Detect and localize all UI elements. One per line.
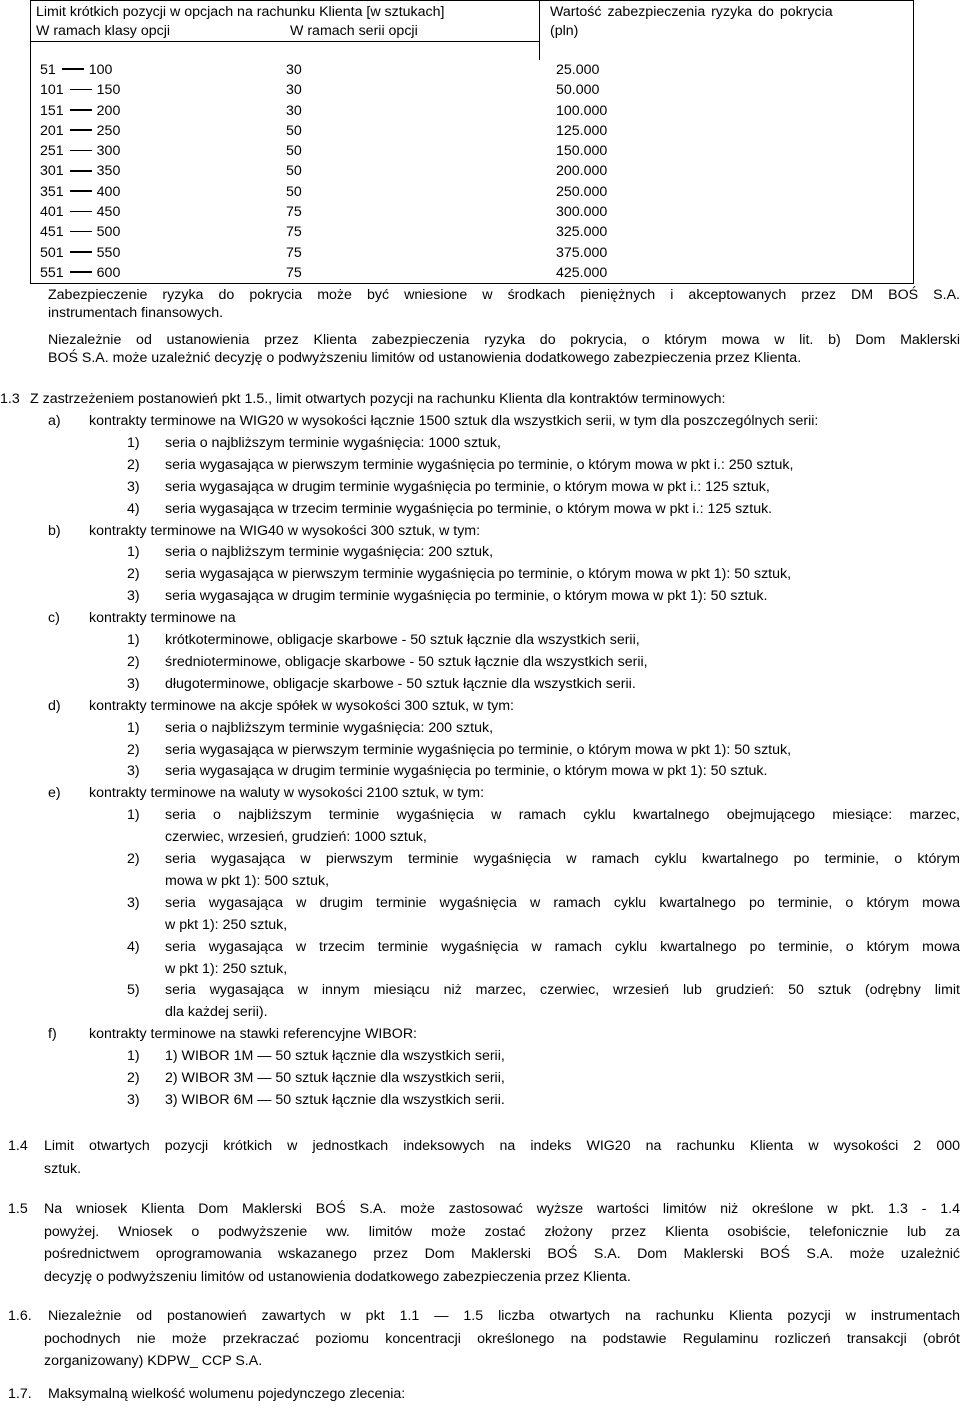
collateral-value-cell: 25.000: [556, 62, 600, 78]
paragraph-line: pochodnych nie może przekraczać poziomu koncentracji określonego na podstawie Regulaminu rozliczeń transakcji (obrót: [44, 1330, 960, 1347]
section-number: 1.6.: [8, 1308, 32, 1324]
sub-list-item: [0, 894, 960, 912]
series-limit-cell: 50: [286, 143, 302, 160]
sub-list-item: [0, 981, 960, 999]
sub-list-item-text: średnioterminowe, obligacje skarbowe - 50 sztuk łącznie dla wszystkich serii,: [165, 653, 648, 670]
table-row: [30, 182, 914, 202]
table-row: [30, 141, 914, 161]
sub-list-item-text: seria wygasająca w pierwszym terminie wygaśnięcia po terminie, o którym mowa w pkt 1): 50 sztuk,: [165, 566, 792, 583]
range-from: 401: [40, 204, 64, 221]
section-1-5-text: [44, 1200, 960, 1290]
sub-list-item-text: seria o najbliższym terminie wygaśnięcia: 200 sztuk,: [165, 544, 494, 561]
paragraph-line: Niezależnie od postanowień zawartych w pkt 1.1 — 1.5 liczba otwartych na rachunku Klienta pozycji w instrumentach: [48, 1308, 960, 1324]
range-from: 51: [40, 62, 56, 78]
sub-list-item: [0, 478, 960, 496]
sub-list-item: [0, 872, 960, 890]
limits-table: [30, 0, 914, 283]
paragraph-line: pośrednictwem oprogramowania wskazanego przez Dom Maklerski BOŚ S.A. Dom Maklerski BOŚ S.A. może uzależnić: [44, 1246, 960, 1262]
range-from: 251: [40, 143, 64, 160]
section-number: 1.4: [8, 1138, 28, 1154]
list-item-label: e): [48, 785, 61, 802]
sub-list-item-text: dla każdej serii).: [165, 1004, 268, 1021]
sub-list-item: [0, 1091, 960, 1109]
collateral-value-cell: 100.000: [556, 102, 608, 119]
section-number: 1.3: [0, 391, 20, 407]
sub-list-item-label: 1): [127, 632, 140, 648]
sub-list-item: [0, 587, 960, 605]
class-range-cell: [40, 203, 120, 221]
sub-list-item-label: 3): [127, 675, 140, 692]
range-to: 200: [96, 102, 121, 119]
class-range-cell: [40, 223, 120, 241]
sub-list-item-text: seria wygasająca w pierwszym terminie wygaśnięcia w ramach cyklu kwartalnego po terminie, o którym: [165, 851, 960, 867]
range-dash: [70, 170, 92, 172]
range-to: 350: [96, 163, 121, 180]
section-1-7-text: Maksymalną wielkość wolumenu pojedynczego zlecenia:: [48, 1386, 406, 1402]
series-limit-cell: 30: [286, 82, 302, 99]
class-range-cell: [40, 264, 120, 282]
list-item-label: d): [48, 697, 61, 714]
sub-list-item: [0, 631, 960, 649]
sub-list-item: [0, 565, 960, 583]
series-limit-cell: 50: [286, 183, 302, 200]
sub-list-item-text: seria wygasająca w trzecim terminie wygaśnięcia po terminie, o którym mowa w pkt i.: 125 sztuk.: [165, 500, 773, 517]
table-header-limit-title: Limit krótkich pozycji w opcjach na rachunku Klienta [w sztukach]: [36, 4, 445, 20]
series-limit-cell: 75: [286, 204, 302, 221]
range-dash: [70, 150, 92, 152]
sub-list-item-label: 4): [127, 500, 140, 517]
paragraph-line: Na wniosek Klienta Dom Maklerski BOŚ S.A. może zastosować wyższe wartości limitów niż określone w pkt. 1.3 - 1.4: [44, 1201, 960, 1217]
series-limit-cell: 30: [286, 62, 302, 78]
sub-list-item: [0, 960, 960, 978]
range-to: 600: [96, 264, 121, 281]
sub-list-item-label: 3): [127, 763, 140, 780]
sub-list-item-text: seria wygasająca w drugim terminie wygaśnięcia po terminie, o którym mowa w pkt 1): 50 sztuk.: [165, 763, 768, 780]
series-limit-cell: 50: [286, 163, 302, 180]
list-item-text: kontrakty terminowe na waluty w wysokości 2100 sztuk, w tym:: [89, 785, 485, 802]
class-range-cell: [40, 142, 120, 160]
sub-list-item-label: 2): [127, 566, 140, 583]
table-row: [30, 121, 914, 141]
range-to: 450: [96, 204, 121, 221]
sub-list-item-text: seria wygasająca w drugim terminie wygaśnięcia w ramach cyklu kwartalnego po terminie, o którym mowa: [165, 894, 960, 911]
sub-list-item-text: w pkt 1): 250 sztuk,: [165, 960, 288, 977]
sub-list-item: [0, 806, 960, 824]
sub-list-item: [0, 434, 960, 452]
sub-list-item-label: 2): [127, 653, 140, 670]
sub-list-item: [0, 719, 960, 737]
collateral-value-cell: 50.000: [556, 82, 600, 99]
series-limit-cell: 75: [286, 244, 302, 261]
range-dash: [70, 129, 92, 131]
list-item-label: b): [48, 522, 61, 539]
sub-list-item-text: seria o najbliższym terminie wygaśnięcia w ramach cyklu kwartalnego obejmującego miesiące: marzec,: [165, 807, 960, 824]
sub-list-item-text: długoterminowe, obligacje skarbowe - 50 sztuk łącznie dla wszystkich serii.: [165, 675, 636, 692]
range-to: 300: [96, 143, 121, 160]
table-header-class: W ramach klasy opcji: [36, 23, 171, 39]
series-limit-cell: 75: [286, 224, 302, 241]
sub-list-item-text: seria wygasająca w drugim terminie wygaśnięcia po terminie, o którym mowa w pkt i.: 125 sztuk,: [165, 478, 770, 495]
table-row: [30, 80, 914, 100]
paragraph-line: Limit otwartych pozycji krótkich w jednostkach indeksowych na indeks WIG20 na rachunku Klienta w wysokości 2 000: [44, 1138, 960, 1154]
sub-list-item: [0, 741, 960, 759]
class-range-cell: [40, 162, 120, 180]
range-to: 100: [88, 62, 113, 78]
paragraph-line: zorganizowany) KDPW_ CCP S.A.: [44, 1353, 263, 1369]
table-body: [30, 60, 914, 283]
list-item-label: c): [48, 610, 60, 627]
sub-list-item-label: 3): [127, 478, 140, 495]
note-additional-line: Niezależnie od ustanowienia przez Klienta zabezpieczenia ryzyka do pokrycia, o którym mowa w lit. b) Dom Maklerski: [48, 332, 960, 348]
sub-list-item: [0, 675, 960, 693]
class-range-cell: [40, 102, 120, 120]
note-collateral-line: instrumentach finansowych.: [48, 305, 224, 321]
list-item-text: kontrakty terminowe na WIG40 w wysokości 300 sztuk, w tym:: [89, 522, 481, 539]
list-item-label: f): [48, 1026, 57, 1043]
sub-list-item-text: 3) WIBOR 6M — 50 sztuk łącznie dla wszystkich serii.: [165, 1091, 505, 1108]
range-dash: [70, 251, 92, 253]
sub-list-item-label: 2): [127, 1070, 140, 1086]
table-row: [30, 161, 914, 181]
sub-list-item-text: seria wygasająca w pierwszym terminie wygaśnięcia po terminie, o którym mowa w pkt i.: 250 sztuk,: [165, 456, 794, 473]
sub-list-item-text: krótkoterminowe, obligacje skarbowe - 50 sztuk łącznie dla wszystkich serii,: [165, 632, 640, 648]
section-number: 1.5: [8, 1201, 28, 1217]
range-dash: [62, 68, 84, 70]
sub-list-item: [0, 916, 960, 934]
sub-list-item-label: 1): [127, 719, 140, 736]
collateral-value-cell: 150.000: [556, 143, 608, 160]
sub-list-item-text: seria wygasająca w innym miesiącu niż marzec, czerwiec, wrzesień lub grudzień: 50 sztuk (odrębny limit: [165, 982, 960, 999]
sub-list-item: [0, 653, 960, 671]
sub-list-item: [0, 828, 960, 846]
series-limit-cell: 50: [286, 122, 302, 139]
list-item-text: kontrakty terminowe na WIG20 w wysokości łącznie 1500 sztuk dla wszystkich serii, w tym dla poszczególnych serii:: [89, 413, 819, 429]
range-to: 250: [96, 122, 121, 139]
sub-list-item-label: 2): [127, 851, 140, 867]
range-to: 550: [96, 244, 121, 261]
sub-list-item-text: czerwiec, wrzesień, grudzień: 1000 sztuk,: [165, 829, 427, 846]
range-dash: [70, 211, 92, 213]
sub-list-item-text: mowa w pkt 1): 500 sztuk,: [165, 872, 330, 889]
sub-list-item: [0, 938, 960, 956]
sub-list-item: [0, 850, 960, 868]
table-row: [30, 263, 914, 283]
range-from: 151: [40, 102, 64, 119]
sub-list-item-label: 3): [127, 588, 140, 605]
class-range-cell: [40, 61, 112, 79]
collateral-value-cell: 375.000: [556, 244, 608, 261]
table-row: [30, 202, 914, 222]
sub-list-item-text: seria o najbliższym terminie wygaśnięcia: 1000 sztuk,: [165, 434, 501, 451]
sub-list-item-label: 2): [127, 456, 140, 473]
collateral-value-cell: 325.000: [556, 224, 608, 241]
sub-list-item: [0, 1047, 960, 1065]
range-from: 501: [40, 244, 64, 261]
note-additional-line: BOŚ S.A. może uzależnić decyzję o podwyższeniu limitów od ustanowienia dodatkowego zabezpieczenia przez Klienta.: [48, 350, 802, 366]
collateral-value-cell: 125.000: [556, 122, 608, 139]
sub-list-item-label: 1): [127, 434, 140, 451]
range-from: 351: [40, 183, 64, 200]
list-item-text: kontrakty terminowe na: [89, 610, 236, 627]
series-limit-cell: 75: [286, 264, 302, 281]
section-1-6-text: [44, 1307, 960, 1375]
class-range-cell: [40, 244, 120, 262]
sub-list-item-text: seria wygasająca w pierwszym terminie wygaśnięcia po terminie, o którym mowa w pkt 1): 50 sztuk,: [165, 741, 792, 758]
range-to: 500: [96, 224, 121, 241]
collateral-value-cell: 425.000: [556, 264, 608, 281]
paragraph-line: powyżej. Wniosek o podwyższenie ww. limitów może zostać złożony przez Klienta osobiście, telefonicznie lub za: [44, 1223, 960, 1240]
sub-list-item-label: 1): [127, 544, 140, 561]
table-header-value-line2: (pln): [550, 23, 579, 39]
note-collateral-line: Zabezpieczenie ryzyka do pokrycia może być wniesione w środkach pieniężnych i akceptowanych przez DM BOŚ S.A.: [48, 287, 960, 303]
paragraph-line: decyzję o podwyższeniu limitów od ustanowienia dodatkowego zabezpieczenia przez Klienta.: [44, 1268, 631, 1285]
sub-list-item-text: seria o najbliższym terminie wygaśnięcia: 200 sztuk,: [165, 719, 494, 736]
table-row: [30, 60, 914, 80]
sub-list-item: [0, 1003, 960, 1021]
sub-list-item-label: 1): [127, 807, 140, 824]
sub-list-item-label: 4): [127, 938, 140, 955]
range-to: 400: [96, 183, 121, 200]
sub-list-item: [0, 500, 960, 518]
sub-list-item: [0, 543, 960, 561]
range-dash: [70, 109, 92, 111]
note-collateral: [30, 286, 960, 322]
range-dash: [70, 231, 92, 233]
sub-list-item-text: seria wygasająca w drugim terminie wygaśnięcia po terminie, o którym mowa w pkt 1): 50 sztuk.: [165, 588, 768, 605]
paragraph-line: sztuk.: [44, 1160, 82, 1177]
collateral-value-cell: 200.000: [556, 163, 608, 180]
range-from: 451: [40, 224, 64, 241]
section-1-4-text: [44, 1137, 960, 1182]
sub-list-item: [0, 762, 960, 780]
collateral-value-cell: 300.000: [556, 204, 608, 221]
series-limit-cell: 30: [286, 102, 302, 119]
sub-list-item-label: 5): [127, 982, 140, 999]
range-from: 551: [40, 264, 64, 281]
sub-list-item-label: 2): [127, 741, 140, 758]
sub-list-item: [0, 456, 960, 474]
sub-list-item-text: 2) WIBOR 3M — 50 sztuk łącznie dla wszystkich serii,: [165, 1070, 505, 1086]
sub-list-item-text: 1) WIBOR 1M — 50 sztuk łącznie dla wszystkich serii,: [165, 1048, 505, 1065]
sub-list-item-label: 1): [127, 1048, 140, 1065]
table-row: [30, 222, 914, 242]
sub-list-item-text: w pkt 1): 250 sztuk,: [165, 916, 288, 933]
section-heading: Z zastrzeżeniem postanowień pkt 1.5., limit otwartych pozycji na rachunku Klienta dla kontraktów terminowych:: [30, 391, 726, 407]
range-dash: [70, 190, 92, 192]
class-range-cell: [40, 183, 120, 201]
sub-list-item-label: 3): [127, 1091, 140, 1108]
table-header-series: W ramach serii opcji: [290, 23, 418, 39]
range-to: 150: [96, 82, 121, 99]
note-additional-collateral: [30, 331, 960, 367]
range-from: 301: [40, 163, 64, 180]
list-item-text: kontrakty terminowe na stawki referencyjne WIBOR:: [89, 1026, 418, 1043]
sub-list-item: [0, 1069, 960, 1087]
collateral-value-cell: 250.000: [556, 183, 608, 200]
range-dash: [70, 271, 92, 273]
table-header-value-line1: Wartość zabezpieczenia ryzyka do pokrycia: [550, 4, 833, 20]
class-range-cell: [40, 81, 120, 99]
list-item-label: a): [48, 413, 61, 429]
list-item-text: kontrakty terminowe na akcje spółek w wysokości 300 sztuk, w tym:: [89, 697, 514, 714]
range-from: 201: [40, 122, 64, 139]
class-range-cell: [40, 122, 120, 140]
sub-list-item-label: 3): [127, 894, 140, 911]
range-from: 101: [40, 82, 64, 99]
sub-list-item-text: seria wygasająca w trzecim terminie wygaśnięcia w ramach cyklu kwartalnego po terminie, o którym mowa: [165, 938, 960, 955]
table-row: [30, 243, 914, 263]
section-number: 1.7.: [8, 1386, 32, 1402]
range-dash: [70, 89, 92, 91]
table-row: [30, 101, 914, 121]
